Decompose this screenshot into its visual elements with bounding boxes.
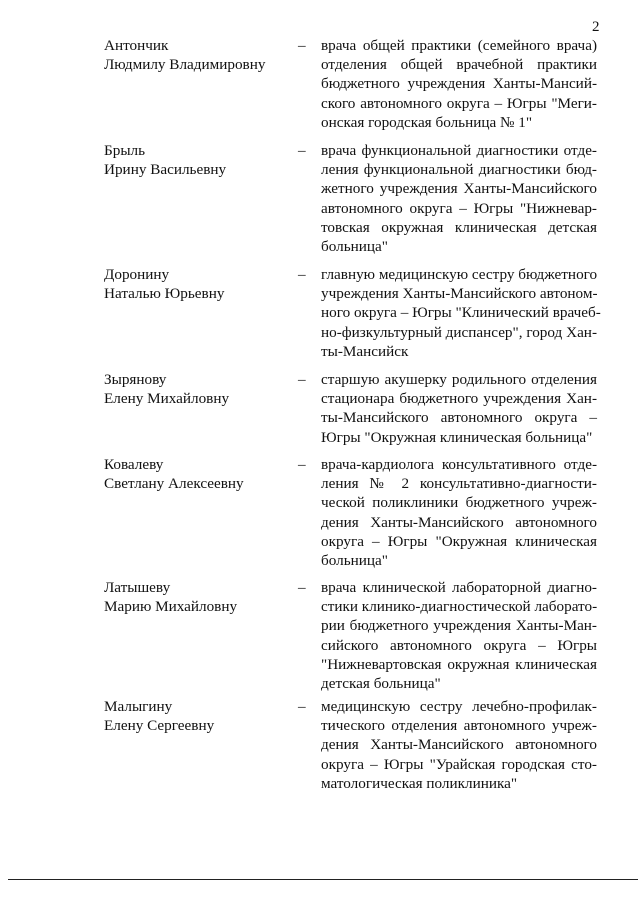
position-description <box>321 265 601 361</box>
description-line: округа – Югры "Окружная клиническая <box>321 532 597 550</box>
description-line: но-физкультурный диспансер", город Хан- <box>321 323 597 341</box>
person-name <box>104 36 294 74</box>
description-line: Югры "Окружная клиническая больница" <box>321 428 593 446</box>
description-line: врача клинической лабораторной диагно- <box>321 579 597 596</box>
description-line: врача функциональной диагностики отде- <box>321 142 597 159</box>
description-line: матологическая поликлиника" <box>321 774 518 792</box>
description-line: дения Ханты-Мансийского автономного <box>321 513 597 531</box>
position-description <box>321 455 597 570</box>
person-surname: Антончик <box>104 37 169 54</box>
position-description <box>321 697 597 793</box>
description-line: тического отделения автономного учреж- <box>321 717 597 735</box>
person-surname: Брыль <box>104 142 146 159</box>
description-line: детская больница" <box>321 675 441 693</box>
person-name <box>104 697 294 735</box>
description-line: сийского автономного округа – Югры <box>321 636 597 654</box>
description-line: стики клинико-диагностической лаборато- <box>321 598 598 616</box>
person-name <box>104 265 294 303</box>
entry-dash: – <box>298 266 306 283</box>
person-surname: Доронину <box>104 266 170 283</box>
description-line: медицинскую сестру лечебно-профилак- <box>321 698 597 715</box>
description-line: учреждения Ханты-Мансийского автоном- <box>321 285 598 303</box>
person-surname: Ковалеву <box>104 456 164 473</box>
position-description <box>321 370 597 447</box>
description-line: ского автономного округа – Югры "Меги- <box>321 94 597 112</box>
person-name <box>104 578 294 616</box>
person-given-names: Марию Михайловну <box>104 598 238 616</box>
entry-dash: – <box>298 371 306 388</box>
person-given-names: Светлану Алексеевну <box>104 475 244 493</box>
entry-dash: – <box>298 698 306 715</box>
description-line: жетного учреждения Ханты-Мансийского <box>321 180 597 198</box>
description-line: дения Ханты-Мансийского автономного <box>321 736 597 754</box>
description-line: "Нижневартовская окружная клиническая <box>321 655 597 673</box>
description-line: больница" <box>321 552 388 570</box>
description-line: ческой поликлиники бюджетного учреж- <box>321 494 597 512</box>
entry-dash: – <box>298 579 306 596</box>
page-number: 2 <box>592 19 600 35</box>
description-line: ты-Мансийск <box>321 342 409 360</box>
person-surname: Латышеву <box>104 579 171 596</box>
position-description <box>321 36 597 132</box>
position-description <box>321 141 597 256</box>
person-name <box>104 455 294 493</box>
entry-dash: – <box>298 142 306 159</box>
description-line: автономного округа – Югры "Нижневар- <box>321 199 597 217</box>
description-line: бюджетного учреждения Ханты-Мансий- <box>321 75 597 93</box>
description-line: ления № 2 консультативно-диагности- <box>321 475 597 493</box>
description-line: ного округа – Югры "Клинический врачеб- <box>321 304 601 322</box>
person-given-names: Елену Сергеевну <box>104 717 215 735</box>
description-line: старшую акушерку родильного отделения <box>321 371 597 388</box>
bottom-rule <box>8 879 638 880</box>
description-line: врача-кардиолога консультативного отде- <box>321 456 597 473</box>
description-line: отделения общей врачебной практики <box>321 56 597 74</box>
description-line: ты-Мансийского автономного округа – <box>321 409 597 427</box>
person-surname: Малыгину <box>104 698 173 715</box>
person-given-names: Ирину Васильевну <box>104 161 227 179</box>
description-line: онская городская больница № 1" <box>321 113 533 131</box>
person-name <box>104 370 294 408</box>
person-given-names: Наталью Юрьевну <box>104 285 225 303</box>
description-line: врача общей практики (семейного врача) <box>321 37 597 54</box>
person-name <box>104 141 294 179</box>
description-line: товская окружная клиническая детская <box>321 218 597 236</box>
entry-dash: – <box>298 37 306 54</box>
description-line: ления функциональной диагностики бюд- <box>321 161 597 179</box>
description-line: больница" <box>321 238 388 256</box>
person-given-names: Елену Михайловну <box>104 390 230 408</box>
description-line: рии бюджетного учреждения Ханты-Ман- <box>321 617 597 635</box>
position-description <box>321 578 597 693</box>
description-line: главную медицинскую сестру бюджетного <box>321 266 598 283</box>
person-given-names: Людмилу Владимировну <box>104 56 266 74</box>
person-surname: Зырянову <box>104 371 167 388</box>
description-line: округа – Югры "Урайская городская сто- <box>321 755 597 773</box>
description-line: стационара бюджетного учреждения Хан- <box>321 390 597 408</box>
entry-dash: – <box>298 456 306 473</box>
